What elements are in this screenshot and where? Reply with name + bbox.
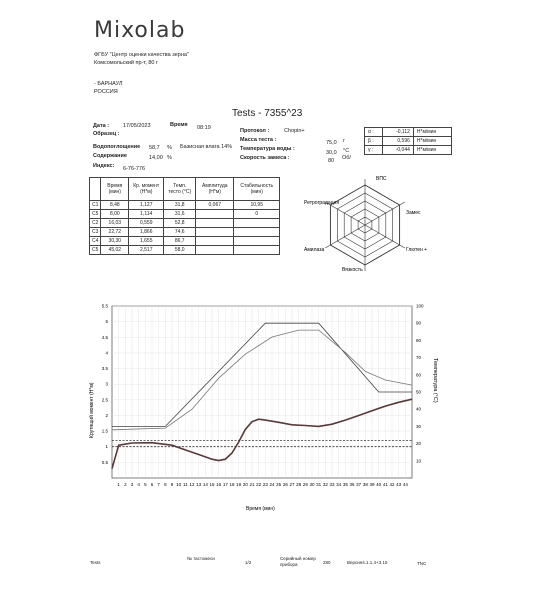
points-cell: 45,02 — [101, 246, 129, 255]
points-cell — [196, 228, 234, 237]
coefficient-sym: γ : — [365, 146, 383, 155]
y-tick-label: 5 — [105, 319, 108, 325]
x-tick-label: 10 — [176, 482, 182, 487]
y-tick-label: 2 — [105, 412, 108, 418]
coefficient-unit: H*м/мин — [413, 137, 451, 146]
x-tick-label: 42 — [389, 482, 395, 487]
content-label: Содержание — [93, 153, 127, 159]
time-label: Время — [170, 122, 188, 128]
water-temp-value: 30,0 — [326, 150, 337, 156]
points-row — [90, 228, 280, 237]
points-cell: C1 — [90, 201, 101, 210]
points-cell — [234, 219, 280, 228]
sample-label: Образец : — [93, 131, 120, 137]
radar-spoke — [365, 225, 405, 248]
footer-serial-label: Серийный номер прибора — [280, 556, 316, 567]
points-cell: 16,03 — [101, 219, 129, 228]
x-tick-label: 22 — [256, 482, 262, 487]
y-tick-label: 4.5 — [101, 334, 108, 340]
org-name: ФГБУ "Центр оценки качества зерна" — [94, 52, 189, 58]
y-axis-right-ticks — [416, 304, 424, 464]
footer-serial: 280 — [323, 560, 331, 565]
radar-spoke — [365, 202, 405, 225]
y-right-tick-label: 100 — [416, 303, 424, 309]
x-tick-label: 44 — [402, 482, 408, 487]
protocol-value: Chopin+ — [284, 128, 305, 134]
y-tick-label: 1 — [105, 444, 108, 450]
chart-grid — [112, 306, 412, 478]
x-tick-label: 27 — [289, 482, 295, 487]
index-value: 6-76-776 — [123, 166, 146, 172]
mass-label: Масса теста : — [240, 137, 277, 143]
points-header-cell: Амплитуда (Н*м) — [196, 178, 234, 201]
x-tick-label: 26 — [282, 482, 288, 487]
x-tick-label: 4 — [137, 482, 140, 487]
footer-tank-label: № тастомеси — [187, 556, 215, 561]
protocol-label: Протокол : — [240, 128, 270, 134]
points-cell: 0,559 — [129, 219, 164, 228]
footer-page: 1/2 — [245, 560, 252, 565]
x-tick-label: 15 — [209, 482, 215, 487]
points-cell: 31,6 — [164, 210, 196, 219]
content-unit: % — [167, 155, 172, 161]
x-tick-label: 1 — [117, 482, 120, 487]
x-tick-label: 17 — [222, 482, 228, 487]
absorption-value: 58,7 — [149, 145, 160, 151]
absorption-label: Водопоглощение — [93, 144, 141, 150]
coefficient-row — [365, 128, 452, 137]
x-tick-label: 40 — [376, 482, 382, 487]
points-header-cell: Кр. момент (Н*м) — [129, 178, 164, 201]
points-cell: 58,0 — [164, 246, 196, 255]
time-value: 08:19 — [197, 125, 211, 131]
coefficient-row — [365, 137, 452, 146]
water-temp-unit: °C — [343, 148, 350, 154]
x-tick-label: 14 — [202, 482, 208, 487]
x-tick-label: 11 — [182, 482, 188, 487]
points-row — [90, 219, 280, 228]
y-right-tick-label: 10 — [416, 458, 422, 464]
points-cell: 86,7 — [164, 237, 196, 246]
y-right-tick-label: 80 — [416, 337, 422, 343]
x-tick-label: 20 — [242, 482, 248, 487]
points-cell: 1,127 — [129, 201, 164, 210]
x-tick-label: 13 — [196, 482, 202, 487]
x-tick-label: 31 — [316, 482, 322, 487]
points-cell: 0 — [234, 210, 280, 219]
temperature-line — [112, 330, 412, 430]
points-row — [90, 210, 280, 219]
y-right-tick-label: 60 — [416, 372, 422, 378]
x-tick-label: 38 — [362, 482, 368, 487]
org-address: Комсомольский пр-т, 80 г — [94, 60, 159, 66]
x-tick-label: 28 — [296, 482, 302, 487]
points-cell: 1,866 — [129, 228, 164, 237]
x-tick-label: 34 — [336, 482, 342, 487]
radar-label-gluten: Глютен + — [406, 247, 428, 253]
points-cell: 74,6 — [164, 228, 196, 237]
x-tick-label: 21 — [249, 482, 255, 487]
speed-label: Скорость замеса : — [240, 155, 290, 161]
points-cell: 22,72 — [101, 228, 129, 237]
points-cell: 2,517 — [129, 246, 164, 255]
y-right-tick-label: 50 — [416, 389, 422, 395]
x-axis-ticks — [117, 482, 408, 487]
x-tick-label: 36 — [349, 482, 355, 487]
radar-label-vps: ВПС — [376, 176, 387, 182]
y-tick-label: 1.5 — [101, 428, 108, 434]
y-right-tick-label: 20 — [416, 441, 422, 447]
x-tick-label: 2 — [124, 482, 127, 487]
points-cell — [196, 246, 234, 255]
mass-value: 75,0 — [326, 140, 337, 146]
coefficient-val: -0,112 — [383, 128, 414, 137]
mixolab-curve-chart — [86, 298, 446, 513]
org-city: - БАРНАУЛ — [94, 81, 123, 87]
points-cell — [196, 237, 234, 246]
radar-label-retro: Ретроградация — [304, 200, 340, 206]
x-tick-label: 37 — [356, 482, 362, 487]
x-tick-label: 7 — [157, 482, 160, 487]
footer-left: Tests — [90, 560, 101, 565]
coefficient-sym: α : — [365, 128, 383, 137]
profile-radar — [290, 170, 440, 280]
radar-spoke — [325, 225, 365, 248]
basis-label: Базисная влага 14% — [180, 144, 233, 150]
x-tick-label: 16 — [216, 482, 222, 487]
x-tick-label: 6 — [150, 482, 154, 487]
org-country: РОССИЯ — [94, 89, 118, 95]
points-cell: C5 — [90, 246, 101, 255]
points-header-cell: Время (мин) — [101, 178, 129, 201]
points-cell — [234, 237, 280, 246]
x-tick-label: 24 — [269, 482, 275, 487]
y-axis-label: Крутящий момент (Н*м) — [89, 382, 95, 438]
speed-value: 80 — [328, 158, 335, 164]
points-cell: 8,48 — [101, 201, 129, 210]
coefficient-unit: H*м/мин — [413, 146, 451, 155]
x-tick-label: 32 — [322, 482, 328, 487]
points-header-cell — [90, 178, 101, 201]
date-label: Дата : — [93, 123, 110, 129]
y-tick-label: 4 — [105, 350, 108, 356]
points-table — [89, 177, 280, 255]
points-cell: 52,8 — [164, 219, 196, 228]
points-cell: 0,067 — [196, 201, 234, 210]
x-tick-label: 33 — [329, 482, 335, 487]
points-row — [90, 201, 280, 210]
x-tick-label: 3 — [130, 482, 134, 487]
y-tick-label: 2.5 — [101, 397, 108, 403]
x-tick-label: 9 — [170, 482, 174, 487]
x-tick-label: 18 — [229, 482, 235, 487]
x-tick-label: 23 — [262, 482, 268, 487]
points-cell — [196, 210, 234, 219]
coefficient-val: 0,596 — [383, 137, 414, 146]
date-value: 17/05/2023 — [123, 123, 151, 129]
radar-label-zames: Замес — [406, 210, 421, 216]
absorption-unit: % — [167, 145, 172, 151]
y-tick-label: 3.5 — [101, 366, 108, 372]
footer-right: TNC — [417, 561, 427, 566]
points-cell: C5 — [90, 210, 101, 219]
radar-label-amylase: Амилаза — [304, 247, 325, 253]
y-right-tick-label: 70 — [416, 355, 422, 361]
radar-label-viscosity: Вязкость — [342, 267, 363, 273]
x-axis-label: Время (мин) — [246, 506, 275, 512]
y-axis-ticks — [102, 304, 109, 465]
points-cell: C4 — [90, 237, 101, 246]
content-value: 14,00 — [149, 155, 163, 161]
x-tick-label: 12 — [189, 482, 195, 487]
points-cell: 31,8 — [164, 201, 196, 210]
points-table-header — [90, 178, 280, 201]
y-right-tick-label: 90 — [416, 320, 422, 326]
points-cell: 1,114 — [129, 210, 164, 219]
coefficient-row — [365, 146, 452, 155]
x-tick-label: 41 — [382, 482, 388, 487]
speed-unit: Об/ — [342, 155, 351, 161]
torque-curve — [112, 399, 412, 468]
y-tick-label: 0.5 — [101, 459, 108, 465]
x-tick-label: 19 — [236, 482, 242, 487]
x-tick-label: 29 — [302, 482, 308, 487]
x-tick-label: 35 — [342, 482, 348, 487]
y-right-tick-label: 40 — [416, 406, 422, 412]
footer-version: Версия4.1.1.4+3.10 — [347, 560, 388, 565]
points-header-cell: Темп. тесто (°C) — [164, 178, 196, 201]
y-axis-right-label: Температура (°C) — [432, 358, 438, 403]
coefficient-val: -0,044 — [383, 146, 414, 155]
y-right-tick-label: 30 — [416, 423, 422, 429]
points-cell: 30,30 — [101, 237, 129, 246]
coefficient-unit: H*м/мин — [413, 128, 451, 137]
water-temp-label: Температура воды : — [240, 146, 295, 152]
coefficient-sym: β : — [365, 137, 383, 146]
test-title: Tests - 7355^23 — [232, 108, 303, 119]
points-row — [90, 246, 280, 255]
points-row — [90, 237, 280, 246]
y-tick-label: 5.5 — [101, 303, 108, 309]
index-label: Индекс: — [93, 163, 115, 169]
points-cell: C2 — [90, 219, 101, 228]
x-tick-label: 8 — [164, 482, 167, 487]
points-cell: 1,655 — [129, 237, 164, 246]
points-cell — [234, 246, 280, 255]
mixolab-logo: Mixolab — [94, 18, 186, 43]
radar-web — [325, 179, 405, 271]
coefficient-table — [364, 127, 452, 155]
points-cell: 10,95 — [234, 201, 280, 210]
points-cell: C3 — [90, 228, 101, 237]
points-cell: 8,00 — [101, 210, 129, 219]
x-tick-label: 5 — [144, 482, 147, 487]
x-tick-label: 43 — [396, 482, 402, 487]
points-header-cell: Стабильность (мин) — [234, 178, 280, 201]
temperature-line — [112, 323, 412, 426]
points-cell — [234, 228, 280, 237]
x-tick-label: 30 — [309, 482, 315, 487]
x-tick-label: 39 — [369, 482, 375, 487]
chart-frame — [112, 306, 412, 478]
x-tick-label: 25 — [276, 482, 282, 487]
points-cell — [196, 219, 234, 228]
y-tick-label: 3 — [105, 381, 108, 387]
mass-unit: г — [343, 138, 346, 144]
